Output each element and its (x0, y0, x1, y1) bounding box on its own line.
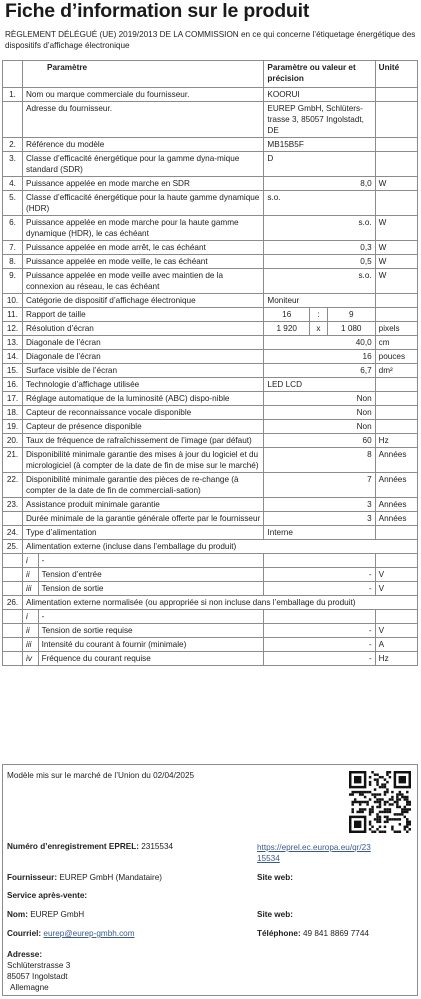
row-number (3, 512, 23, 526)
supplier-label: Fournisseur: (7, 873, 58, 882)
sub-row-spacer (3, 568, 23, 582)
row-number: 18. (3, 406, 23, 420)
row-parameter: Nom ou marque commerciale du fournisseur. (23, 88, 264, 102)
row-value: LED LCD (264, 378, 375, 392)
sub-row (3, 652, 418, 666)
row-unit (375, 308, 417, 322)
table-row (3, 364, 418, 378)
row-value: 0,5 (264, 255, 375, 269)
row-value: Interne (264, 526, 375, 540)
row-value: 40,0 (264, 336, 375, 350)
row-parameter: Réglage automatique de la luminosité (ABC) dispo-nible (23, 392, 264, 406)
address-line-1: Schlüterstrasse 3 (7, 961, 71, 970)
sub-row-index: i (23, 554, 39, 568)
spec-table (2, 60, 418, 666)
row-unit: Années (375, 473, 417, 498)
table-row (3, 498, 418, 512)
row-parameter: Puissance appelée en mode veille avec maintien de la connexion au réseau, le cas échéant (23, 269, 264, 294)
table-row (3, 138, 418, 152)
row-value: KOORUI (264, 88, 375, 102)
sub-row-spacer (3, 638, 23, 652)
row-number (3, 102, 23, 138)
table-row (3, 216, 418, 241)
sub-row-spacer (3, 610, 23, 624)
row-value: EUREP GmbH, Schlüters-trasse 3, 85057 Ingolstadt, DE (264, 102, 375, 138)
row-number: 8. (3, 255, 23, 269)
table-row (3, 473, 418, 498)
eprel-label: Numéro d’enregistrement EPREL: (7, 842, 139, 851)
row-value: D (264, 152, 375, 177)
email-link[interactable]: eurep@eurep-gmbh.com (43, 929, 135, 938)
eprel-number: 2315534 (141, 842, 174, 851)
row-number: 17. (3, 392, 23, 406)
sub-row-parameter: Fréquence du courant requise (38, 652, 264, 666)
sub-row-spacer (3, 624, 23, 638)
sub-row-value (264, 610, 375, 624)
row-unit (375, 392, 417, 406)
table-row (3, 336, 418, 350)
table-row (3, 512, 418, 526)
row-unit (375, 420, 417, 434)
row-unit (375, 526, 417, 540)
sub-row-parameter: Tension de sortie (38, 582, 264, 596)
row-parameter: Surface visible de l’écran (23, 364, 264, 378)
sub-row-unit (375, 554, 417, 568)
row-value: Moniteur (264, 294, 375, 308)
sub-row-value: - (264, 582, 375, 596)
row-parameter: Puissance appelée en mode marche pour la haute gamme dynamique (HDR), le cas échéant (23, 216, 264, 241)
sub-row-parameter: - (38, 554, 264, 568)
table-row (3, 294, 418, 308)
table-row (3, 540, 418, 554)
row-value: 8,0 (264, 177, 375, 191)
row-number: 6. (3, 216, 23, 241)
row-parameter: Taux de fréquence de rafraîchissement de l’image (par défaut) (23, 434, 264, 448)
row-value: 60 (264, 434, 375, 448)
sub-row-index: ii (23, 568, 39, 582)
table-row (3, 392, 418, 406)
table-row (3, 322, 418, 336)
row-parameter: Alimentation externe (incluse dans l’emballage du produit) (23, 540, 418, 554)
row-unit: W (375, 241, 417, 255)
row-number: 1. (3, 88, 23, 102)
address-line-2: 85057 Ingolstadt (7, 972, 68, 981)
eprel-link[interactable]: https://eprel.ec.europa.eu/qr/23 (257, 843, 371, 852)
sub-row-parameter: Tension de sortie requise (38, 624, 264, 638)
row-parameter: Diagonale de l’écran (23, 350, 264, 364)
name-label: Nom: (7, 910, 28, 919)
row-value-b: 9 (327, 308, 375, 322)
row-unit: pixels (375, 322, 417, 336)
row-value: 7 (264, 473, 375, 498)
service-label: Service après-vente: (7, 891, 88, 900)
name-value: EUREP GmbH (30, 910, 85, 919)
row-unit (375, 191, 417, 216)
sub-row-value: - (264, 568, 375, 582)
row-number: 26. (3, 596, 23, 610)
table-row (3, 406, 418, 420)
table-row (3, 191, 418, 216)
row-parameter: Assistance produit minimale garantie (23, 498, 264, 512)
sub-row-spacer (3, 652, 23, 666)
sub-row (3, 568, 418, 582)
table-row (3, 269, 418, 294)
header-unit: Unité (375, 61, 417, 88)
sub-row-parameter: Tension d’entrée (38, 568, 264, 582)
row-parameter: Capteur de présence disponible (23, 420, 264, 434)
eprel-link-continued[interactable]: 15534 (257, 854, 280, 863)
phone-label: Téléphone: (257, 929, 301, 938)
row-parameter: Classe d’efficacité énergétique pour la haute gamme dynamique (HDR) (23, 191, 264, 216)
row-unit: dm² (375, 364, 417, 378)
row-parameter: Puissance appelée en mode veille, le cas échéant (23, 255, 264, 269)
sub-row-parameter: - (38, 610, 264, 624)
sub-row-value: - (264, 624, 375, 638)
table-row (3, 102, 418, 138)
sub-row (3, 610, 418, 624)
table-row (3, 434, 418, 448)
sub-row-index: iii (23, 638, 39, 652)
header-value: Paramètre ou valeur et précision (264, 61, 375, 88)
sub-row-index: iv (23, 652, 39, 666)
table-row (3, 152, 418, 177)
table-row (3, 241, 418, 255)
row-value: MB15B5F (264, 138, 375, 152)
row-number: 4. (3, 177, 23, 191)
row-number: 7. (3, 241, 23, 255)
supplier-website-label: Site web: (257, 873, 293, 882)
row-value: Non (264, 392, 375, 406)
row-number: 24. (3, 526, 23, 540)
row-unit: Années (375, 512, 417, 526)
row-number: 16. (3, 378, 23, 392)
table-row (3, 420, 418, 434)
row-parameter: Référence du modèle (23, 138, 264, 152)
row-parameter: Type d’alimentation (23, 526, 264, 540)
sub-row (3, 554, 418, 568)
row-value: s.o. (264, 191, 375, 216)
sub-row-index: ii (23, 624, 39, 638)
address-label: Adresse: (7, 950, 43, 959)
sub-row-index: iii (23, 582, 39, 596)
sub-row (3, 638, 418, 652)
row-value-separator: : (310, 308, 328, 322)
address-line-3: Allemagne (10, 983, 49, 992)
row-unit (375, 406, 417, 420)
row-value-separator: x (310, 322, 328, 336)
row-unit: W (375, 255, 417, 269)
row-number: 11. (3, 308, 23, 322)
row-number: 10. (3, 294, 23, 308)
table-row (3, 596, 418, 610)
sub-row-index: i (23, 610, 39, 624)
sub-row (3, 582, 418, 596)
table-row (3, 350, 418, 364)
row-unit (375, 378, 417, 392)
row-parameter: Disponibilité minimale garantie des pièces de re-change (à compter de la date de fin de commerciali-sation) (23, 473, 264, 498)
table-row (3, 177, 418, 191)
row-value: Non (264, 406, 375, 420)
row-unit (375, 102, 417, 138)
row-value: 0,3 (264, 241, 375, 255)
row-parameter: Classe d’efficacité énergétique pour la gamme dyna-mique standard (SDR) (23, 152, 264, 177)
row-parameter: Alimentation externe normalisée (ou appropriée si non incluse dans l’emballage du produit) (23, 596, 418, 610)
row-value-a: 16 (264, 308, 310, 322)
row-value: 3 (264, 498, 375, 512)
row-parameter: Résolution d’écran (23, 322, 264, 336)
row-number: 14. (3, 350, 23, 364)
sub-row-value: - (264, 638, 375, 652)
regulation-intro: RÈGLEMENT DÉLÉGUÉ (UE) 2019/2013 DE LA COMMISSION en ce qui concerne l’étiquetage énergétique des dispositifs d’affichage électronique (5, 30, 416, 50)
row-unit: Hz (375, 434, 417, 448)
header-param: Paramètre (23, 61, 264, 88)
sub-row-spacer (3, 582, 23, 596)
row-number: 25. (3, 540, 23, 554)
sub-row-value: - (264, 652, 375, 666)
sub-row-unit (375, 610, 417, 624)
row-value: s.o. (264, 216, 375, 241)
table-row (3, 448, 418, 473)
row-number: 23. (3, 498, 23, 512)
sub-row-unit: V (375, 624, 417, 638)
supplier-value: EUREP GmbH (Mandataire) (59, 873, 163, 882)
row-parameter: Disponibilité minimale garantie des mises à jour du logiciel et du micrologiciel (à compter de la date de fin de mise sur le marché) (23, 448, 264, 473)
row-value: 3 (264, 512, 375, 526)
registration-section (2, 764, 418, 996)
sub-row-unit: Hz (375, 652, 417, 666)
row-unit: Années (375, 498, 417, 512)
table-header-row (3, 61, 418, 88)
row-unit: W (375, 269, 417, 294)
sub-row-unit: V (375, 582, 417, 596)
row-value: 6,7 (264, 364, 375, 378)
row-value-a: 1 920 (264, 322, 310, 336)
row-value: Non (264, 420, 375, 434)
row-parameter: Puissance appelée en mode marche en SDR (23, 177, 264, 191)
row-number: 2. (3, 138, 23, 152)
row-unit: W (375, 177, 417, 191)
row-unit: pouces (375, 350, 417, 364)
row-parameter: Adresse du fournisseur. (23, 102, 264, 138)
row-number: 5. (3, 191, 23, 216)
row-unit (375, 88, 417, 102)
row-value: s.o. (264, 269, 375, 294)
table-row (3, 308, 418, 322)
phone-value: 49 841 8869 7744 (302, 929, 369, 938)
row-parameter: Durée minimale de la garantie générale offerte par le fournisseur (23, 512, 264, 526)
table-row (3, 526, 418, 540)
sub-row-value (264, 554, 375, 568)
row-unit (375, 294, 417, 308)
table-row (3, 88, 418, 102)
sub-row-unit: A (375, 638, 417, 652)
table-row (3, 378, 418, 392)
row-unit (375, 138, 417, 152)
row-number: 3. (3, 152, 23, 177)
row-number: 22. (3, 473, 23, 498)
page-title: Fiche d’information sur le produit (5, 0, 310, 22)
row-number: 13. (3, 336, 23, 350)
row-value: 16 (264, 350, 375, 364)
row-parameter: Technologie d’affichage utilisée (23, 378, 264, 392)
row-unit: W (375, 216, 417, 241)
row-unit (375, 152, 417, 177)
row-value-b: 1 080 (327, 322, 375, 336)
row-number: 15. (3, 364, 23, 378)
row-number: 12. (3, 322, 23, 336)
row-parameter: Rapport de taille (23, 308, 264, 322)
row-parameter: Catégorie de dispositif d’affichage électronique (23, 294, 264, 308)
service-website-label: Site web: (257, 910, 293, 919)
sub-row (3, 624, 418, 638)
sub-row-parameter: Intensité du courant à fournir (minimale) (38, 638, 264, 652)
row-number: 21. (3, 448, 23, 473)
row-unit: Années (375, 448, 417, 473)
table-row (3, 255, 418, 269)
row-number: 20. (3, 434, 23, 448)
row-number: 19. (3, 420, 23, 434)
row-unit: cm (375, 336, 417, 350)
email-label: Courriel: (7, 929, 42, 938)
row-parameter: Puissance appelée en mode arrêt, le cas échéant (23, 241, 264, 255)
qr-code-icon[interactable] (349, 771, 411, 833)
row-parameter: Capteur de reconnaissance vocale disponible (23, 406, 264, 420)
sub-row-spacer (3, 554, 23, 568)
sub-row-unit: V (375, 568, 417, 582)
row-value: 8 (264, 448, 375, 473)
market-date-text: Modèle mis sur le marché de l’Union du 02/04/2025 (7, 771, 195, 780)
row-number: 9. (3, 269, 23, 294)
row-parameter: Diagonale de l’écran (23, 336, 264, 350)
